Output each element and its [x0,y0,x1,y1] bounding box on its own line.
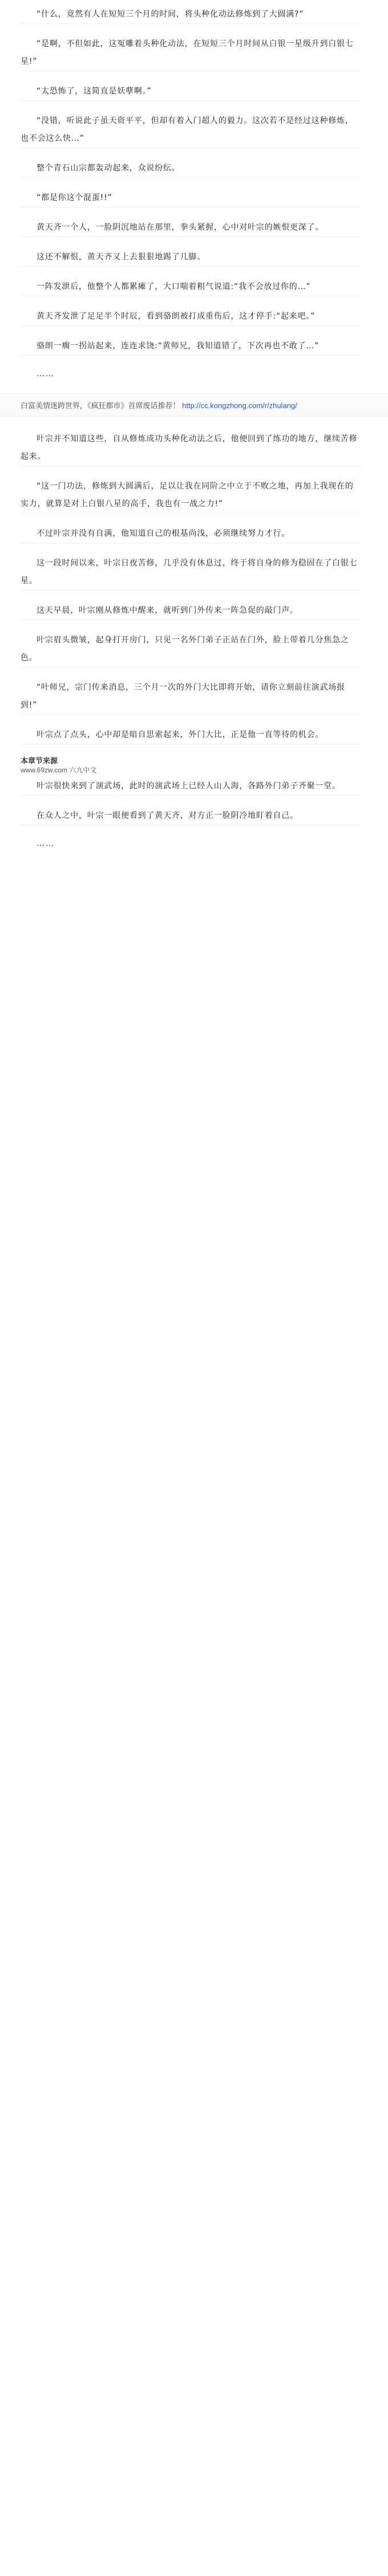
paragraph: 这一段时间以来，叶宗日夜苦修，几乎没有休息过，终于将自身的修为稳固在了白银七星。 [21,555,362,591]
ellipsis: …… [37,369,55,379]
paragraph: 叶宗并不知道这些，自从修炼成功头种化动法之后，他便回到了练功的地方，继续苦修起来。 [21,430,362,466]
ellipsis: …… [37,839,55,848]
paragraph: 在众人之中，叶宗一眼便看到了黄天齐，对方正一脸阴冷地盯着自己。 [21,807,362,825]
paragraph: 这还不解恨，黄天齐又上去狠狠地踢了几脚。 [21,249,362,267]
source-watermark [21,756,362,775]
paragraph: 叶宗点了点头，心中却是暗自思索起来，外门大比，正是他一直等待的机会。 [21,726,362,744]
promo-banner [0,393,388,417]
paragraph: 不过叶宗并没有自满，他知道自己的根基尚浅，必须继续努力才行。 [21,525,362,543]
paragraph: 这天早晨，叶宗刚从修炼中醒来，就听到门外传来一阵急促的敲门声。 [21,602,362,620]
chapter-body-middle [0,425,388,858]
chapter-body-top [0,0,388,389]
paragraph: 一阵发泄后，他整个人都累瘫了，大口喘着粗气说道:“我不会放过你的…” [21,278,362,296]
watermark-title: 本章节来源 [21,756,58,765]
watermark-site: www.69zw.com 六九中文 [21,766,97,774]
paragraph: “没错，听说此子虽天资平平，但却有着入门超人的毅力。这次若不是经过这种修炼，也不会这么快…” [21,112,362,148]
paragraph: 黄天齐一个人，一脸阴沉地站在那里，拳头紧握，心中对叶宗的嫉恨更深了。 [21,219,362,237]
paragraph: “叶师兄，宗门传来消息，三个月一次的外门大比即将开始，请你立刻前往演武场报到!” [21,679,362,715]
paragraph: “都是你这个混蛋!!” [21,189,362,207]
paragraph: 黄天齐发泄了足足半个时辰，看到骆朗被打成重伤后，这才停手:“起来吧。” [21,308,362,326]
paragraph: 叶宗很快来到了演武场，此时的演武场上已经人山人海，各路外门弟子齐聚一堂。 [21,778,362,796]
paragraph: “是啊，不但如此，这冤雕着头种化动法，在短短三个月时间从白银一星级升到白银七星!” [21,35,362,71]
paragraph: 叶宗眉头微皱，起身打开房门，只见一名外门弟子正站在门外，脸上带着几分焦急之色。 [21,632,362,668]
paragraph: “太恐怖了，这简直是妖孽啊。” [21,83,362,101]
paragraph: 整个青石山宗都轰动起来，众说纷纭。 [21,160,362,178]
paragraph: “什么，竟然有人在短短三个月的时间，将头种化动法修炼到了大圆满?” [21,6,362,24]
promo-link[interactable]: http://cc.kongzhong.com/r/zhulang/ [182,401,297,410]
promo-text: 白富美情迷跨世界，《疯狂都市》首席废话推荐！ [21,401,183,410]
paragraph: 骆朗一瘸一拐站起来，连连求饶:“黄师兄，我知道错了，下次再也不敢了…” [21,337,362,356]
paragraph: “这一门功法，修炼到大圆满后，足以让我在同阶之中立于不败之地，再加上我现在的实力，就算是对上白银八星的高手，我也有一战之力!” [21,478,362,514]
